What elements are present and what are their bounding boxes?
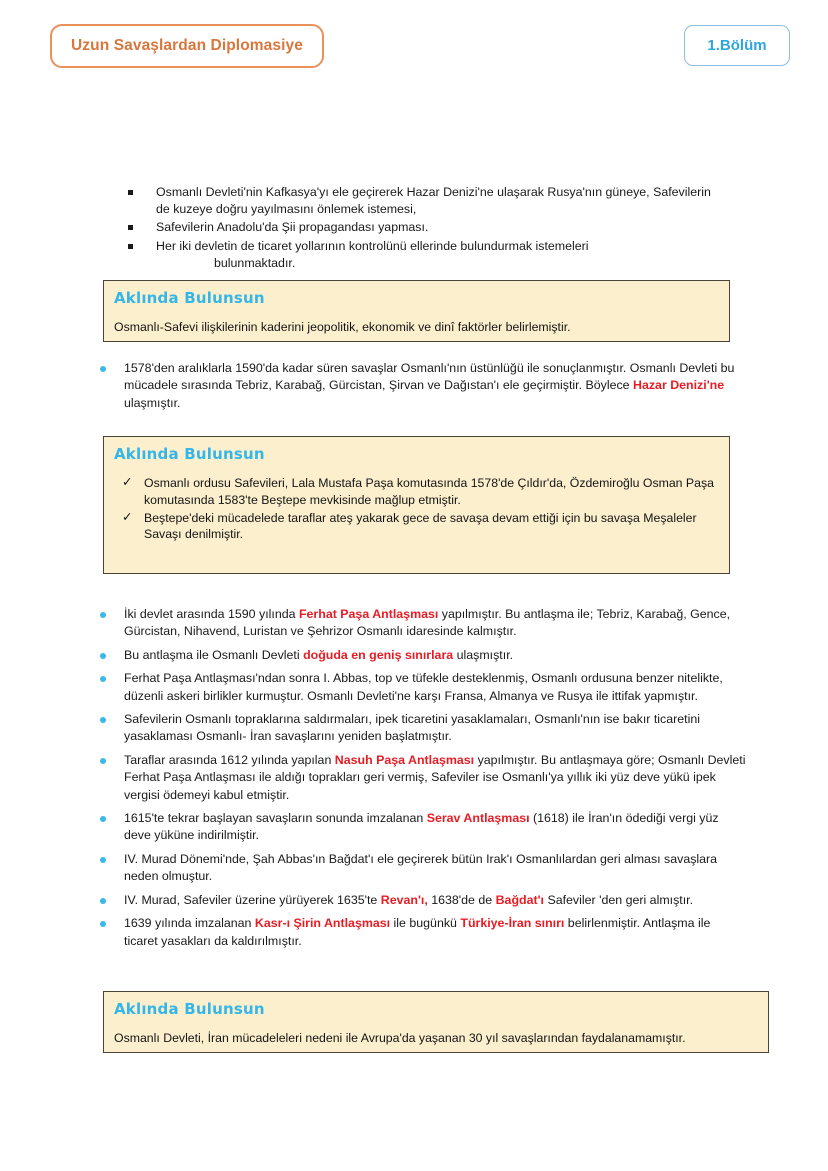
check-icon: ✓ — [122, 509, 133, 524]
note-box-text: Osmanlı Devleti, İran mücadeleleri nedeni ile Avrupa'da yaşanan 30 yıl savaşlarından faydalanamamıştır. — [114, 1031, 686, 1045]
item-part1: IV. Murad, Safeviler üzerine yürüyerek 1635'te — [124, 892, 381, 907]
item-part1: Bu antlaşma ile Osmanlı Devleti — [124, 647, 304, 662]
list-item — [98, 752, 746, 804]
item-part1: 1615'te tekrar başlayan savaşların sonunda imzalanan — [124, 811, 427, 826]
item-highlight: Serav Antlaşması — [426, 811, 530, 826]
list-item — [98, 360, 746, 412]
item-part2: ile bugünkü — [390, 916, 461, 931]
list-item — [98, 915, 746, 950]
reason-text: Her iki devletin de ticaret yollarının kontrolünü ellerinde bulundurmak istemeleri — [156, 238, 589, 253]
item-part2: yapılmıştır. Bu antlaşmaya göre; Osmanlı Devleti Ferhat Paşa Antlaşması ile aldığı toprakları geri vermiş, Safeviler ise Osmanlı'ya yıllık iki yüz deve yükü ipek vergisi ödemeyi kabul etmiştir. — [124, 752, 746, 802]
item-part1: Safevilerin Osmanlı topraklarına saldırmaları, ipek ticaretini yasaklamaları, Osmanlı'nın ise bakır ticaretini yasaklaması Osmanlı- İran savaşlarını yeniden başlatmıştır. — [124, 712, 701, 744]
item-highlight: doğuda en geniş sınırlara — [303, 647, 454, 662]
note-box-2 — [103, 436, 730, 574]
reason-text: Osmanlı Devleti'nin Kafkasya'yı ele geçirerek Hazar Denizi'ne ulaşarak Rusya'nın güneye, Safevilerin de kuzeye doğru yayılmasını önlemek istemesi, — [156, 185, 711, 217]
note-box-text: Osmanlı-Safevi ilişkilerinin kaderini jeopolitik, ekonomik ve dinî faktörler belirlemiştir. — [114, 320, 571, 334]
item-part2: yapılmıştır. Bu antlaşma ile; Tebriz, Karabağ, Gence, Gürcistan, Nihavend, Luristan ve Şehrizor Osmanlı idaresinde kalmıştır. — [124, 607, 731, 639]
check-item-text: Beştepe'deki mücadelede taraflar ateş yakarak gece de savaşa devam ettiği için bu savaşa Meşaleler Savaşı denilmiştir. — [144, 510, 697, 542]
list-item — [114, 475, 719, 509]
page-header — [0, 0, 828, 88]
list-item — [128, 238, 728, 272]
item-highlight: Revan'ı, — [380, 892, 428, 907]
item-highlight-2: Bağdat'ı — [495, 892, 544, 907]
reason-text: Safevilerin Anadolu'da Şii propagandası yapması. — [156, 220, 429, 235]
item-highlight: Kasr-ı Şirin Antlaşması — [254, 916, 391, 931]
chapter-title-badge — [50, 24, 324, 68]
list-item — [98, 670, 746, 705]
item-part2: ulaşmıştır. — [453, 647, 514, 662]
paragraph-part1: 1578'den aralıklarla 1590'da kadar süren savaşlar Osmanlı'nın üstünlüğü ile sonuçlanmıştır. Osmanlı Devleti bu mücadele sırasında Tebriz, Karabağ, Gürcistan, Şirvan ve Dağıstan'ı ele geçirmiştir. Böylece — [124, 361, 735, 393]
note-box-title: Aklında Bulunsun — [114, 289, 265, 307]
item-highlight-2: Türkiye-İran sınırı — [460, 916, 565, 931]
item-highlight: Ferhat Paşa Antlaşması — [298, 607, 439, 621]
intro-paragraph-list — [98, 360, 746, 418]
item-part2: (1618) ile İran'ın ödediği vergi yüz deve yüküne indirilmiştir. — [124, 811, 719, 843]
note-box-title: Aklında Bulunsun — [114, 445, 265, 463]
list-item — [98, 892, 746, 909]
item-part3: Safeviler 'den geri almıştır. — [544, 892, 694, 907]
item-part3: belirlenmiştir. Antlaşma ile ticaret yasakları da kaldırılmıştır. — [124, 916, 711, 948]
item-part1: İki devlet arasında 1590 yılında — [124, 607, 299, 621]
reasons-list — [128, 184, 728, 273]
list-item — [98, 647, 746, 664]
paragraph-part2: ulaşmıştır. — [124, 395, 181, 410]
list-item — [98, 851, 746, 886]
main-bullet-list — [98, 606, 746, 956]
check-item-text: Osmanlı ordusu Safevileri, Lala Mustafa Paşa komutasında 1578'de Çıldır'da, Özdemiroğlu Osman Paşa komutasında 1583'te Beştepe mevkisinde mağlup etmiştir. — [144, 476, 714, 507]
list-item — [98, 810, 746, 845]
unit-badge — [684, 25, 790, 66]
list-item — [98, 606, 746, 641]
item-highlight: Nasuh Paşa Antlaşması — [334, 752, 475, 767]
item-part1: Ferhat Paşa Antlaşması'ndan sonra I. Abbas, top ve tüfekle desteklenmiş, Osmanlı ordusuna benzer nitelikte, düzenli askeri birlikler kurmuştur. Osmanlı Devleti'ne karşı Fransa, Almanya ve Rusya ile ittifak yapmıştır. — [124, 671, 723, 703]
check-icon: ✓ — [122, 475, 133, 489]
list-item — [128, 184, 728, 218]
list-item — [128, 219, 728, 236]
item-part1: IV. Murad Dönemi'nde, Şah Abbas'ın Bağdat'ı ele geçirerek bütün Irak'ı Osmanlılardan geri alması savaşlara neden olmuştur. — [124, 851, 718, 884]
reason-continuation: bulunmaktadır. — [214, 255, 296, 270]
list-item — [114, 510, 719, 544]
list-item — [98, 711, 746, 746]
item-part1: Taraflar arasında 1612 yılında yapılan — [124, 752, 335, 767]
note-box-3 — [103, 991, 769, 1053]
item-part2: 1638'de de — [427, 892, 496, 907]
note-check-list — [114, 475, 719, 543]
note-box-title: Aklında Bulunsun — [114, 1000, 265, 1018]
note-box-1 — [103, 280, 730, 342]
chapter-title-label: Uzun Savaşlardan Diplomasiye — [71, 37, 303, 54]
paragraph-highlight: Hazar Denizi'ne — [633, 378, 725, 393]
item-part1: 1639 yılında imzalanan — [124, 916, 255, 931]
unit-badge-label: 1.Bölüm — [707, 37, 767, 54]
